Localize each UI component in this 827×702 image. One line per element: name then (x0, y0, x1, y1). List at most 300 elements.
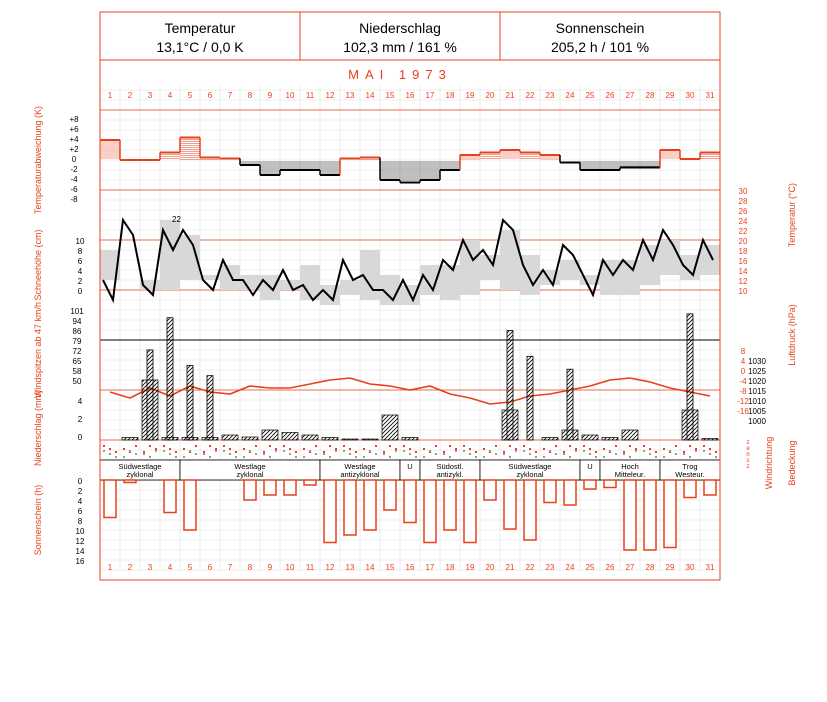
day-label-bottom: 4 (167, 563, 173, 572)
cloud-mark (343, 450, 345, 452)
wind-dir-mark (495, 445, 497, 447)
cloud-mark (629, 456, 631, 458)
wind-dir-mark (523, 445, 525, 447)
tick-wind: 79 (72, 337, 82, 346)
tick-sunshine: 14 (75, 547, 85, 556)
axis-title-wind-dir: Windrichtung (764, 436, 774, 490)
day-label-top: 30 (685, 91, 695, 100)
wind-dir-mark (169, 448, 171, 450)
cloud-mark (215, 450, 217, 452)
wind-dir-mark (695, 448, 697, 450)
day-label-bottom: 9 (267, 563, 273, 572)
day-label-top: 26 (605, 91, 615, 100)
cloud-mark (643, 450, 645, 452)
precip-bar (262, 430, 278, 440)
wind-cloud-row (103, 445, 717, 458)
day-label-top: 10 (285, 91, 295, 100)
tick-snow: 2 (77, 277, 83, 286)
axis-title-pressure: Luftdruck (hPa) (787, 304, 797, 366)
month-title: MAI 1973 (348, 67, 452, 82)
wind-gust-bar (207, 376, 213, 440)
cloud-mark (583, 450, 585, 452)
day-label-top: 28 (645, 91, 655, 100)
wind-dir-mark (135, 445, 137, 447)
tick-precip: 2 (77, 415, 83, 424)
tick-temperature: 16 (738, 257, 748, 266)
cloud-mark (115, 456, 117, 458)
day-label-bottom: 24 (565, 563, 575, 572)
sunshine-bar (544, 480, 556, 503)
tick-temperature: 22 (738, 227, 748, 236)
sunshine-bar (104, 480, 116, 518)
cloud-mark (349, 453, 351, 455)
sunshine-bar (184, 480, 196, 530)
precip-bar (302, 435, 318, 440)
wind-dir-mark (649, 448, 651, 450)
wind-dir-mark (109, 448, 111, 450)
wind-dir-mark (595, 451, 597, 453)
mini-legend-item: z (746, 440, 750, 446)
day-label-top: 24 (565, 91, 575, 100)
axis-title-cloud: Bedeckung (787, 440, 797, 486)
cloud-mark (489, 450, 491, 452)
tick-temperature: 14 (738, 267, 748, 276)
wind-dir-mark (235, 451, 237, 453)
weather-type-label: Mitteleur. (614, 470, 646, 479)
wind-dir-mark (343, 445, 345, 447)
wind-dir-mark (689, 445, 691, 447)
tick-sunshine: 8 (77, 517, 83, 526)
wind-dir-mark (449, 445, 451, 447)
weather-type-label: Trog (682, 462, 698, 471)
wind-dir-mark (283, 445, 285, 447)
tick-wind: 86 (72, 327, 82, 336)
tick-temp-anomaly: -2 (70, 165, 78, 174)
cloud-mark (549, 450, 551, 452)
precip-bar (282, 433, 298, 441)
cloud-mark (235, 456, 237, 458)
sunshine-bar (624, 480, 636, 550)
day-label-top: 3 (147, 91, 153, 100)
axis-title-temperature: Temperatur (°C) (787, 182, 797, 248)
wind-dir-mark (469, 448, 471, 450)
cloud-mark (303, 456, 305, 458)
cloud-mark (435, 453, 437, 455)
day-label-bottom: 21 (505, 563, 515, 572)
precip-bar (322, 438, 338, 441)
day-label-top: 16 (405, 91, 415, 100)
cloud-mark (383, 453, 385, 455)
day-label-bottom: 11 (305, 563, 315, 572)
day-label-bottom: 12 (325, 563, 335, 572)
day-label-top: 7 (227, 91, 233, 100)
wind-dir-mark (329, 445, 331, 447)
wind-dir-mark (655, 451, 657, 453)
cloud-mark (169, 453, 171, 455)
precip-bar (702, 439, 718, 441)
weather-type-label: Westlage (344, 462, 376, 471)
day-label-bottom: 8 (247, 563, 253, 572)
cloud-mark (443, 453, 445, 455)
precipitation-value: 102,3 mm / 161 % (343, 39, 457, 55)
wind-dir-mark (115, 451, 117, 453)
tick-temperature: 18 (738, 247, 748, 256)
temp-range-bar (500, 230, 520, 290)
wind-dir-mark (383, 451, 385, 453)
sunshine-bar (244, 480, 256, 500)
cloud-mark (223, 450, 225, 452)
axis-title-temp-anomaly: Temperaturabweichung (K) (33, 105, 43, 215)
cloud-mark (109, 453, 111, 455)
sunshine-bar (444, 480, 456, 530)
weather-type-label: Hoch (621, 462, 639, 471)
tick-pressure: 1000 (748, 417, 766, 426)
sunshine-bar (284, 480, 296, 495)
cloud-mark (575, 450, 577, 452)
sunshine-bar (384, 480, 396, 510)
wind-dir-mark (175, 451, 177, 453)
wind-dir-mark (703, 445, 705, 447)
day-label-bottom: 16 (405, 563, 415, 572)
wind-dir-mark (203, 451, 205, 453)
cloud-mark (209, 456, 211, 458)
precip-bar (182, 438, 198, 441)
temp-range-bar (440, 265, 460, 300)
tick-wind: 50 (72, 377, 82, 386)
tick-pressure-anomaly: 8 (740, 347, 746, 356)
tick-pressure: 1010 (748, 397, 766, 406)
cloud-mark (283, 450, 285, 452)
cloud-mark (409, 453, 411, 455)
day-label-top: 4 (167, 91, 173, 100)
cloud-mark (469, 453, 471, 455)
temp-range-bar (460, 240, 480, 295)
day-label-bottom: 1 (107, 563, 113, 572)
cloud-mark (495, 453, 497, 455)
wind-dir-mark (415, 451, 417, 453)
cloud-mark (135, 453, 137, 455)
cloud-mark (543, 456, 545, 458)
cloud-mark (595, 456, 597, 458)
tick-snow: 10 (75, 237, 85, 246)
day-label-top: 25 (585, 91, 595, 100)
wind-dir-mark (675, 445, 677, 447)
axis-title-snow: Schneehöhe (cm) (33, 229, 43, 301)
weather-type-label: U (407, 462, 413, 471)
weather-type-label: antizykl. (436, 470, 464, 479)
cloud-mark (269, 456, 271, 458)
sunshine-bar (564, 480, 576, 505)
day-label-bottom: 18 (445, 563, 455, 572)
day-label-top: 31 (705, 91, 715, 100)
wind-dir-mark (315, 445, 317, 447)
precip-bar (682, 410, 698, 440)
precip-bar (142, 380, 158, 440)
day-label-bottom: 25 (585, 563, 595, 572)
cloud-mark (703, 450, 705, 452)
sunshine-bar (364, 480, 376, 530)
cloud-mark (403, 450, 405, 452)
cloud-mark (203, 453, 205, 455)
cloud-mark (149, 456, 151, 458)
tick-pressure-anomaly: -12 (737, 397, 749, 406)
cloud-mark (163, 450, 165, 452)
wind-dir-mark (463, 445, 465, 447)
sunshine-bar (464, 480, 476, 543)
wind-dir-mark (335, 448, 337, 450)
precip-bar (162, 438, 178, 441)
sunshine-value: 205,2 h / 101 % (550, 39, 650, 55)
wind-dir-mark (183, 448, 185, 450)
cloud-mark (289, 453, 291, 455)
sunshine-bar (584, 480, 596, 489)
tick-snow: 0 (77, 287, 83, 296)
axis-title-wind: Windspitzen ab 47 km/h (33, 301, 43, 399)
tick-sunshine: 12 (75, 537, 85, 546)
cloud-mark (175, 456, 177, 458)
wind-dir-mark (163, 445, 165, 447)
cloud-mark (523, 450, 525, 452)
wind-gust-bar (527, 356, 533, 440)
cloud-mark (475, 456, 477, 458)
cloud-mark (355, 456, 357, 458)
cloud-mark (609, 450, 611, 452)
cloud-mark (229, 453, 231, 455)
day-label-top: 20 (485, 91, 495, 100)
wind-dir-mark (455, 448, 457, 450)
wind-dir-mark (403, 445, 405, 447)
wind-dir-mark (683, 451, 685, 453)
cloud-mark (195, 453, 197, 455)
cloud-mark (369, 450, 371, 452)
precip-bar (542, 438, 558, 441)
wind-dir-mark (515, 448, 517, 450)
wind-dir-mark (543, 448, 545, 450)
sunshine-bar (524, 480, 536, 540)
wind-dir-mark (209, 445, 211, 447)
cloud-mark (389, 456, 391, 458)
day-label-bottom: 29 (665, 563, 675, 572)
wind-dir-mark (155, 448, 157, 450)
sunshine-bar (164, 480, 176, 513)
cloud-mark (695, 450, 697, 452)
cloud-mark (309, 450, 311, 452)
cloud-mark (675, 453, 677, 455)
wind-dir-mark (643, 445, 645, 447)
tick-pressure: 1020 (748, 377, 766, 386)
wind-dir-mark (569, 445, 571, 447)
mini-legend-item: s (746, 458, 750, 464)
sunshine-bar (124, 480, 136, 483)
tick-temperature: 30 (738, 187, 748, 196)
tick-sunshine: 16 (75, 557, 85, 566)
temperature-panel (100, 220, 720, 305)
cloud-mark (615, 453, 617, 455)
cloud-mark (563, 453, 565, 455)
tick-wind: 65 (72, 357, 82, 366)
wind-dir-mark (215, 448, 217, 450)
day-label-bottom: 17 (425, 563, 435, 572)
tick-temp-anomaly: +6 (69, 125, 79, 134)
wind-dir-mark (709, 448, 711, 450)
tick-pressure: 1005 (748, 407, 766, 416)
wind-dir-mark (623, 451, 625, 453)
tick-precip: 0 (77, 433, 83, 442)
wind-dir-mark (375, 445, 377, 447)
tick-temperature: 24 (738, 217, 748, 226)
cloud-mark (295, 456, 297, 458)
wind-dir-mark (289, 448, 291, 450)
day-label-top: 6 (207, 91, 213, 100)
cloud-mark (123, 456, 125, 458)
day-label-top: 15 (385, 91, 395, 100)
tick-sunshine: 4 (77, 497, 83, 506)
day-label-top: 18 (445, 91, 455, 100)
tick-temp-anomaly: 0 (71, 155, 77, 164)
sunshine-bar (264, 480, 276, 495)
day-label-bottom: 14 (365, 563, 375, 572)
tick-pressure-anomaly: 4 (740, 357, 746, 366)
day-label-top: 9 (267, 91, 273, 100)
cloud-mark (535, 456, 537, 458)
cloud-mark (649, 453, 651, 455)
tick-sunshine: 2 (77, 487, 83, 496)
temp-range-bar (340, 280, 360, 295)
cloud-mark (103, 450, 105, 452)
wind-dir-mark (295, 451, 297, 453)
cloud-mark (635, 450, 637, 452)
sunshine-bar (404, 480, 416, 523)
day-label-top: 2 (127, 91, 133, 100)
temp-range-bar (600, 260, 620, 295)
wind-dir-mark (589, 448, 591, 450)
cloud-mark (503, 453, 505, 455)
tick-temperature: 10 (738, 287, 748, 296)
cloud-mark (263, 453, 265, 455)
day-label-bottom: 30 (685, 563, 695, 572)
temperature-title: Temperatur (164, 20, 236, 36)
tick-wind: 101 (70, 307, 84, 316)
day-label-top: 12 (325, 91, 335, 100)
wind-dir-mark (635, 448, 637, 450)
temperature-value: 13,1°C / 0,0 K (156, 39, 244, 55)
wind-dir-mark (535, 451, 537, 453)
wind-dir-mark (509, 445, 511, 447)
wind-dir-mark (603, 448, 605, 450)
weather-type-label: U (587, 462, 593, 471)
tick-sunshine: 10 (75, 527, 85, 536)
precip-bar (362, 439, 378, 440)
day-label-bottom: 19 (465, 563, 475, 572)
weather-type-label: Südwestlage (508, 462, 552, 471)
day-label-bottom: 27 (625, 563, 635, 572)
sunshine-bar (664, 480, 676, 548)
cloud-mark (623, 453, 625, 455)
weather-type-label: Südwestlage (118, 462, 162, 471)
day-label-bottom: 28 (645, 563, 655, 572)
wind-gust-bar (567, 369, 573, 440)
precip-bar (622, 430, 638, 440)
tick-temperature: 28 (738, 197, 748, 206)
axis-title-sunshine: Sonnenschein (h) (33, 484, 43, 556)
wind-dir-mark (715, 451, 717, 453)
tick-temp-anomaly: +8 (69, 115, 79, 124)
wind-dir-mark (555, 445, 557, 447)
wind-dir-mark (195, 445, 197, 447)
tick-sunshine: 0 (77, 477, 83, 486)
cloud-mark (249, 450, 251, 452)
weather-type-label: Westlage (234, 462, 266, 471)
cloud-mark (375, 453, 377, 455)
tick-temp-anomaly: +4 (69, 135, 79, 144)
day-label-top: 23 (545, 91, 555, 100)
precip-bar (502, 410, 518, 440)
tick-snow: 6 (77, 257, 83, 266)
day-label-bottom: 31 (705, 563, 715, 572)
sunshine-bar (504, 480, 516, 529)
wind-dir-mark (123, 448, 125, 450)
tick-temperature: 20 (738, 237, 748, 246)
weather-type-label: antizyklonal (340, 470, 380, 479)
day-label-top: 21 (505, 91, 515, 100)
wind-dir-mark (615, 445, 617, 447)
wind-dir-mark (503, 451, 505, 453)
day-label-bottom: 15 (385, 563, 395, 572)
wind-dir-mark (423, 448, 425, 450)
temp-range-bar (220, 265, 240, 290)
wind-dir-mark (243, 448, 245, 450)
cloud-mark (529, 453, 531, 455)
cloud-mark (509, 456, 511, 458)
wind-dir-mark (149, 445, 151, 447)
sunshine-bar (684, 480, 696, 498)
sunshine-bar (604, 480, 616, 488)
day-label-bottom: 7 (227, 563, 233, 572)
wind-dir-mark (529, 448, 531, 450)
tick-snow: 8 (77, 247, 83, 256)
day-label-bottom: 6 (207, 563, 213, 572)
sunshine-bar (644, 480, 656, 550)
precip-bar (242, 437, 258, 440)
precip-bar (202, 438, 218, 441)
cloud-mark (589, 453, 591, 455)
tick-precip: 4 (77, 397, 83, 406)
precip-bar (342, 439, 358, 440)
cloud-mark (449, 456, 451, 458)
wind-dir-mark (323, 451, 325, 453)
tick-pressure-anomaly: -4 (739, 377, 747, 386)
wind-dir-mark (363, 448, 365, 450)
cloud-mark (455, 450, 457, 452)
day-label-bottom: 2 (127, 563, 133, 572)
cloud-mark (129, 450, 131, 452)
precip-bar (602, 438, 618, 441)
cloud-mark (323, 453, 325, 455)
cloud-mark (255, 453, 257, 455)
precip-bar (562, 430, 578, 440)
tick-wind: 72 (72, 347, 82, 356)
cloud-mark (155, 450, 157, 452)
precip-bar (582, 435, 598, 440)
tick-pressure-anomaly: -8 (739, 387, 747, 396)
wind-dir-mark (409, 448, 411, 450)
weather-type-row (100, 460, 720, 480)
cloud-mark (515, 450, 517, 452)
mini-legend-item: e (746, 446, 750, 452)
cloud-mark (715, 456, 717, 458)
wind-dir-mark (583, 445, 585, 447)
day-label-top: 5 (187, 91, 193, 100)
